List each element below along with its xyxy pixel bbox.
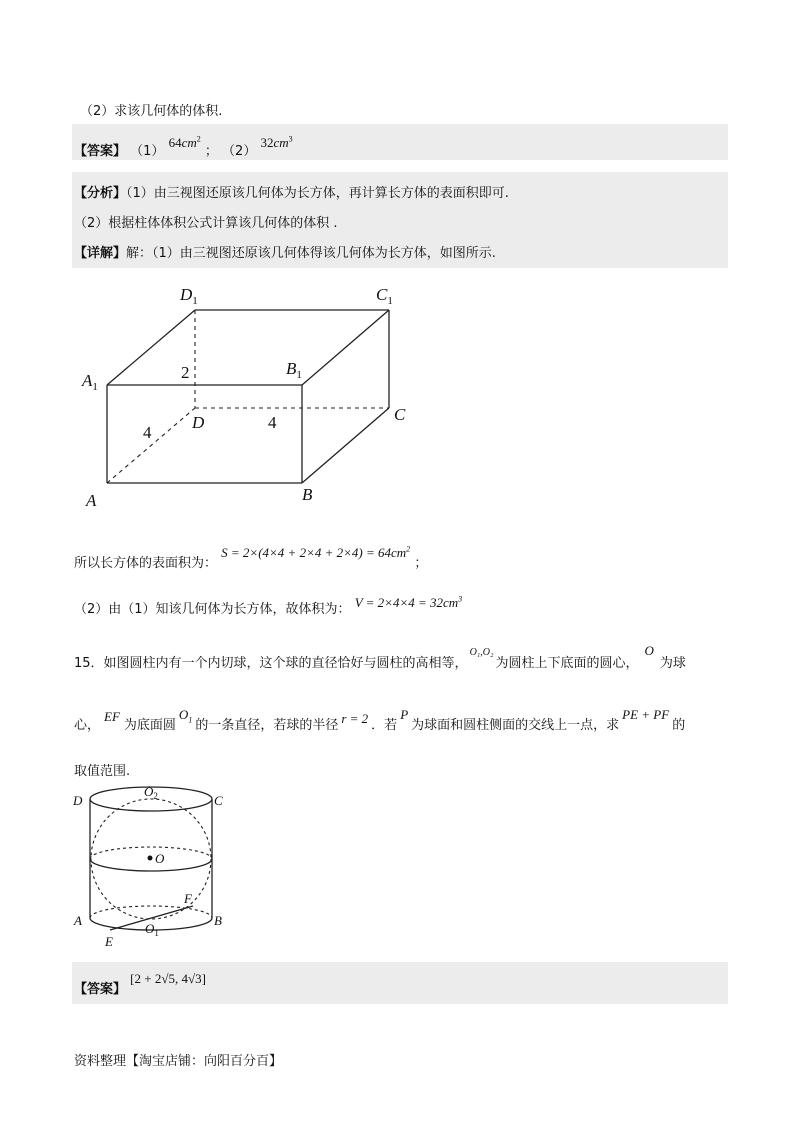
- surface-area-line: 所以长方体的表面积为： $S = 2\times(4\times 4 + 2\times 4 + 2\times 4) = 64cm^2$ ；: [74, 544, 428, 571]
- label-a: A: [74, 913, 82, 928]
- label-a1: $A_1$: [82, 371, 98, 393]
- label-b: B: [214, 913, 222, 928]
- label-b1: $B_1$: [286, 359, 302, 381]
- answer-part-1-value: $64cm^2$: [168, 134, 201, 150]
- label-c1: $C_1$: [376, 285, 393, 307]
- answer-15-line: [74, 971, 206, 997]
- label-o2: $O_2$: [144, 784, 158, 801]
- label-c: C: [214, 793, 223, 808]
- equator-front-arc: [90, 859, 212, 871]
- label-d1: $D_1$: [180, 285, 198, 307]
- label-o: O: [155, 851, 165, 866]
- hidden-edge-ad: [107, 408, 195, 483]
- volume-line: [74, 594, 463, 617]
- label-o1: $O_1$: [145, 921, 159, 938]
- label-c: C: [394, 405, 406, 424]
- label-f: F: [184, 891, 192, 906]
- label-b: B: [302, 485, 313, 504]
- answer-15-tag: 【答案】: [74, 982, 127, 997]
- label-d: D: [192, 413, 205, 432]
- label-a: A: [86, 491, 97, 510]
- surface-area-text: 所以长方体的表面积为：: [74, 556, 218, 571]
- detail-line: 【详解】解：（1）由三视图还原该几何体得该几何体为长方体，如图所示.: [74, 246, 496, 261]
- answer-separator: ；: [204, 144, 218, 159]
- volume-formula: $V = 2\times 4\times 4 = 32cm^3$: [354, 594, 463, 610]
- analysis-line-2: （2）根据柱体体积公式计算该几何体的体积 .: [74, 216, 338, 231]
- answer-tag: 【答案】: [74, 144, 127, 159]
- question-15-line-2: 心，EF为底面圆$O_1$ 的一条直径，若球的半径 r = 2 ．若P为球面和圆柱侧面的交线上一点，求PE + PF的: [74, 707, 686, 733]
- answer-part-2-label: （2）: [222, 144, 257, 159]
- analysis-line-1: 【分析】（1）由三视图还原该几何体为长方体，再计算长方体的表面积即可.: [74, 186, 509, 201]
- volume-text: （2）由（1）知该几何体为长方体，故体积为：: [74, 602, 351, 617]
- question-15-line-3: 取值范围.: [74, 764, 131, 779]
- surface-area-formula: $S = 2\times(4\times 4 + 2\times 4 + 2\times 4) = 64cm^2$: [221, 544, 411, 560]
- footer-text: 资料整理【淘宝店铺：向阳百分百】: [74, 1054, 283, 1069]
- sphere-center-dot: [148, 856, 153, 861]
- cuboid-figure: [0, 0, 800, 520]
- edge-bc: [302, 408, 389, 483]
- answer-part-2-value: $32cm^3$: [260, 134, 293, 150]
- dimension-height: 2: [181, 363, 190, 382]
- bottom-base-back-arc: [90, 906, 212, 918]
- answer-15-value: [2 + 2√5, 4√3]: [130, 971, 206, 986]
- question-15-line-1: 15．如图圆柱内有一个内切球，这个球的直径恰好与圆柱的高相等，$^{O_1,O_2}$为圆柱上下底面的圆心，O为球: [74, 643, 686, 671]
- dimension-depth: 4: [143, 423, 152, 442]
- label-d: D: [73, 793, 83, 808]
- edge-b1c1: [302, 310, 389, 385]
- dimension-width: 4: [268, 413, 277, 432]
- question-part-2-prompt: （2）求该几何体的体积.: [80, 104, 223, 119]
- answer-part-1-label: （1）: [130, 144, 165, 159]
- label-e: E: [105, 934, 113, 949]
- cylinder-sphere-figure: [0, 780, 300, 955]
